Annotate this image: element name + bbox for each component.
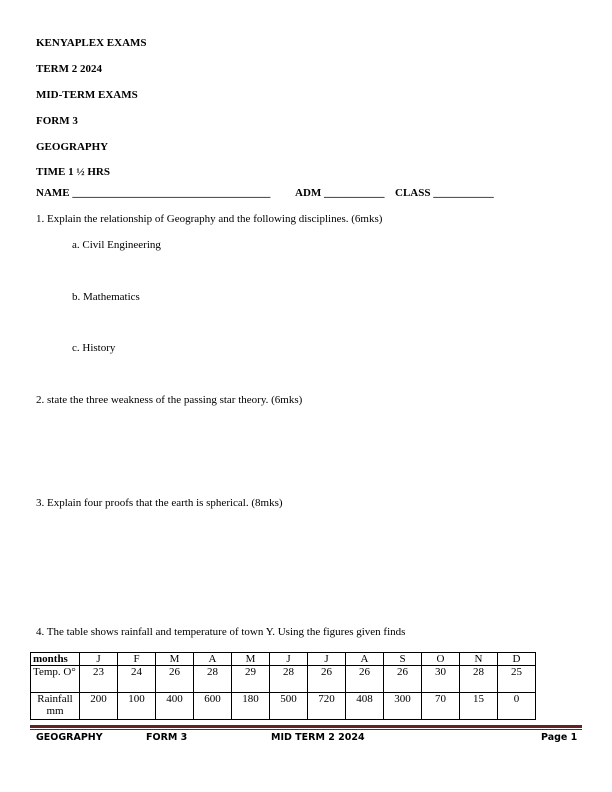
question-2: 2. state the three weakness of the passing star theory. (6mks) — [36, 394, 303, 406]
adm-field[interactable]: ADM ___________ — [295, 187, 385, 199]
school-name: KENYAPLEX EXAMS — [36, 37, 147, 49]
temp-cell: 29 — [232, 666, 270, 693]
rainfall-cell: 180 — [232, 693, 270, 720]
month-header: J — [80, 653, 118, 666]
month-header: A — [194, 653, 232, 666]
month-header: J — [308, 653, 346, 666]
question-1c: c. History — [72, 342, 116, 354]
month-header: S — [384, 653, 422, 666]
question-1: 1. Explain the relationship of Geography and the following disciplines. (6mks) — [36, 213, 383, 225]
month-header: O — [422, 653, 460, 666]
rainfall-cell: 400 — [156, 693, 194, 720]
month-header: J — [270, 653, 308, 666]
exam-title: MID-TERM EXAMS — [36, 89, 138, 101]
temp-cell: 25 — [498, 666, 536, 693]
name-field[interactable]: NAME ____________________________________ — [36, 187, 271, 199]
temp-cell: 23 — [80, 666, 118, 693]
temp-cell: 28 — [194, 666, 232, 693]
rainfall-cell: 720 — [308, 693, 346, 720]
temp-cell: 26 — [384, 666, 422, 693]
month-header: M — [232, 653, 270, 666]
question-1a: a. Civil Engineering — [72, 239, 161, 251]
rainfall-cell: 70 — [422, 693, 460, 720]
temp-cell: 30 — [422, 666, 460, 693]
climate-table — [30, 652, 536, 720]
question-1b: b. Mathematics — [72, 291, 140, 303]
question-3: 3. Explain four proofs that the earth is spherical. (8mks) — [36, 497, 283, 509]
rainfall-cell: 500 — [270, 693, 308, 720]
rainfall-cell: 408 — [346, 693, 384, 720]
rainfall-cell: 200 — [80, 693, 118, 720]
term: TERM 2 2024 — [36, 63, 102, 75]
month-header: D — [498, 653, 536, 666]
rainfall-cell: 600 — [194, 693, 232, 720]
question-4: 4. The table shows rainfall and temperature of town Y. Using the figures given finds — [36, 626, 406, 638]
time: TIME 1 ½ HRS — [36, 166, 110, 178]
temp-cell: 28 — [460, 666, 498, 693]
temp-cell: 28 — [270, 666, 308, 693]
temp-cell: 26 — [308, 666, 346, 693]
rainfall-cell: 0 — [498, 693, 536, 720]
month-header: M — [156, 653, 194, 666]
footer-page: Page 1 — [541, 732, 578, 743]
rainfall-cell: 300 — [384, 693, 422, 720]
months-header: months — [31, 653, 80, 666]
subject: GEOGRAPHY — [36, 141, 109, 153]
rainfall-label: Rainfall mm — [31, 693, 80, 720]
footer-subject: GEOGRAPHY — [36, 732, 103, 743]
footer-rule — [30, 725, 582, 728]
footer-form: FORM 3 — [146, 732, 188, 743]
temp-cell: 26 — [346, 666, 384, 693]
rainfall-cell: 100 — [118, 693, 156, 720]
rainfall-cell: 15 — [460, 693, 498, 720]
footer-rule-thin — [30, 729, 582, 730]
month-header: N — [460, 653, 498, 666]
temp-cell: 26 — [156, 666, 194, 693]
form: FORM 3 — [36, 115, 78, 127]
temp-label: Temp. O° — [31, 666, 80, 693]
month-header: F — [118, 653, 156, 666]
month-header: A — [346, 653, 384, 666]
class-field[interactable]: CLASS ___________ — [395, 187, 494, 199]
temp-cell: 24 — [118, 666, 156, 693]
footer-exam: MID TERM 2 2024 — [271, 732, 365, 743]
